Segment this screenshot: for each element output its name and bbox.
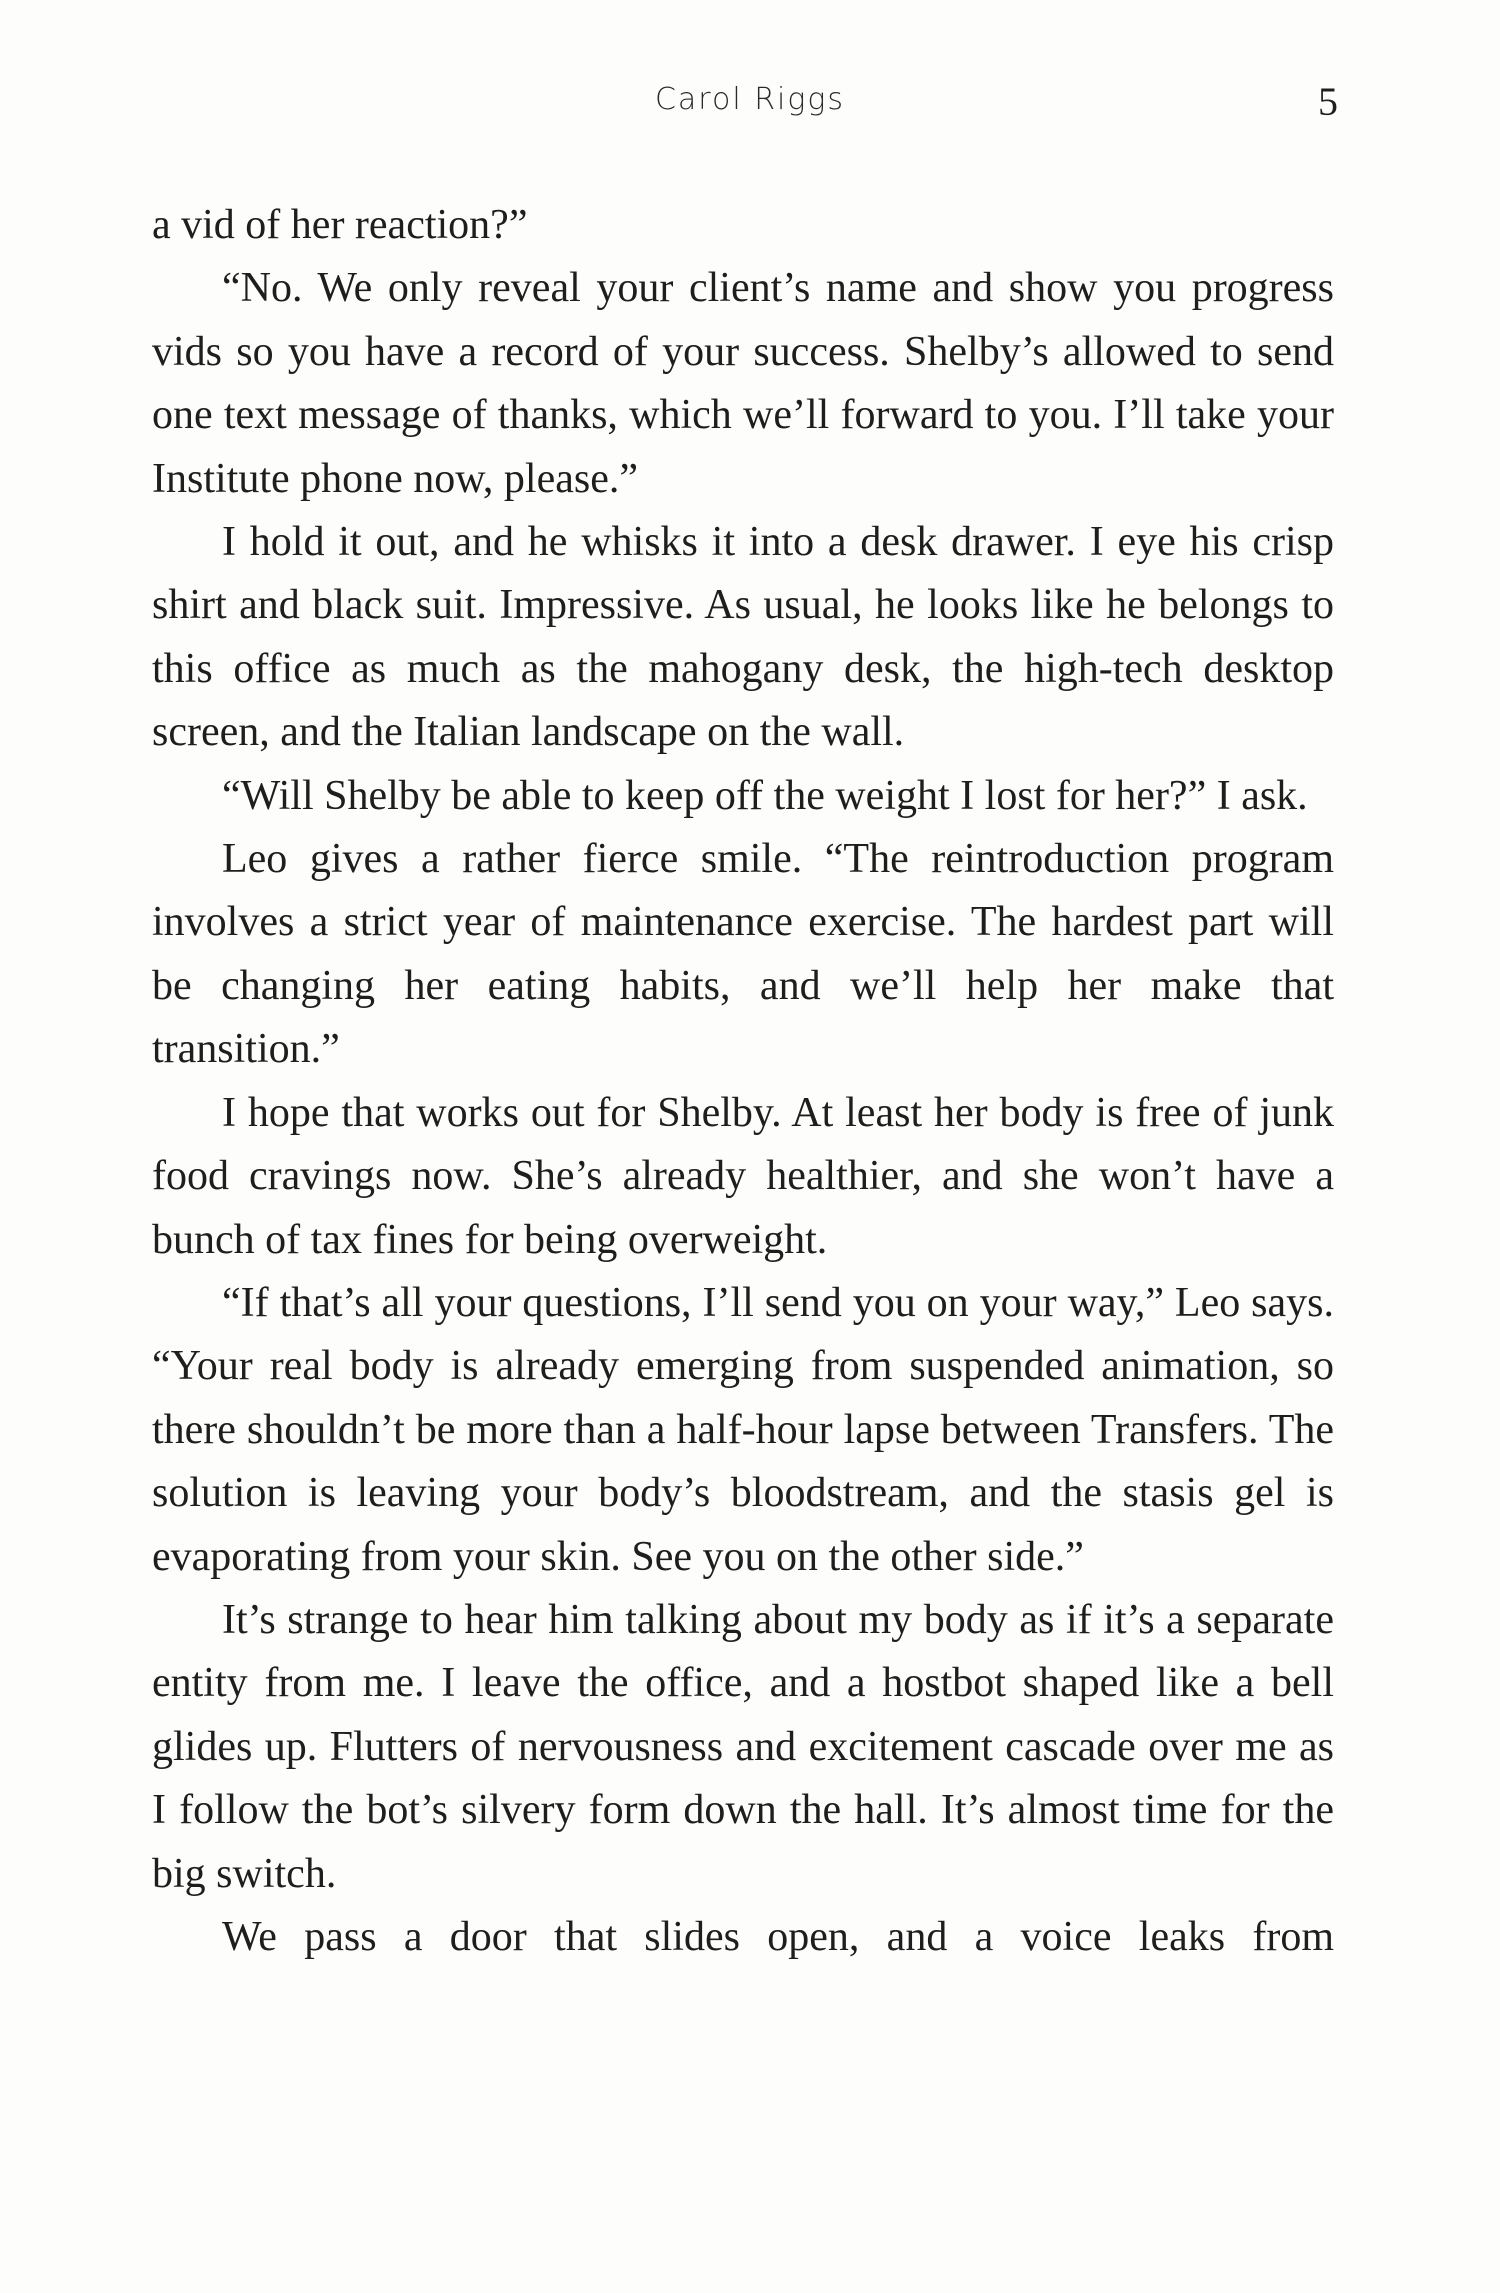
author-name: Carol Riggs <box>654 82 846 117</box>
running-header <box>0 78 1500 124</box>
paragraph: “If that’s all your questions, I’ll send you on your way,” Leo says. “Your real body is already emerging from suspended animation, so there shouldn’t be more than a half-hour lapse between Transfers. The solution is leaving your body’s bloodstream, and the stasis gel is evaporating from your skin. See you on the other side.” <box>152 1279 1334 1580</box>
paragraph: We pass a door that slides open, and a voice leaks from <box>222 1913 1334 1960</box>
paragraph: I hope that works out for Shelby. At least her body is free of junk food cravings now. She’s already healthier, and she won’t have a bunch of tax fines for being overweight. <box>152 1089 1334 1263</box>
page-number: 5 <box>1318 79 1338 124</box>
paragraph: Leo gives a rather fierce smile. “The reintroduction program involves a strict year of maintenance exercise. The hardest part will be changing her eating habits, and we’ll help her make that transition.” <box>152 836 1334 1073</box>
paragraph: I hold it out, and he whisks it into a desk drawer. I eye his crisp shirt and black suit. Impressive. As usual, he looks like he belongs to this office as much as the mahogany desk, the high-tech desktop screen, and the Italian landscape on the wall. <box>152 519 1334 756</box>
paragraph: “Will Shelby be able to keep off the weight I lost for her?” I ask. <box>222 772 1308 819</box>
paragraph: It’s strange to hear him talking about my body as if it’s a separate entity from me. I leave the office, and a hostbot shaped like a bell glides up. Flutters of nervousness and excitement cascade over me as I follow the bot’s silvery form down the hall. It’s almost time for the big switch. <box>152 1596 1334 1897</box>
paragraph: “No. We only reveal your client’s name and show you progress vids so you have a record of your success. Shelby’s allowed to send one text message of thanks, which we’ll forward to you. I’ll take your Institute phone now, please.” <box>152 265 1334 502</box>
paragraph: a vid of her reaction?” <box>152 202 528 248</box>
body-text <box>152 194 1334 1969</box>
